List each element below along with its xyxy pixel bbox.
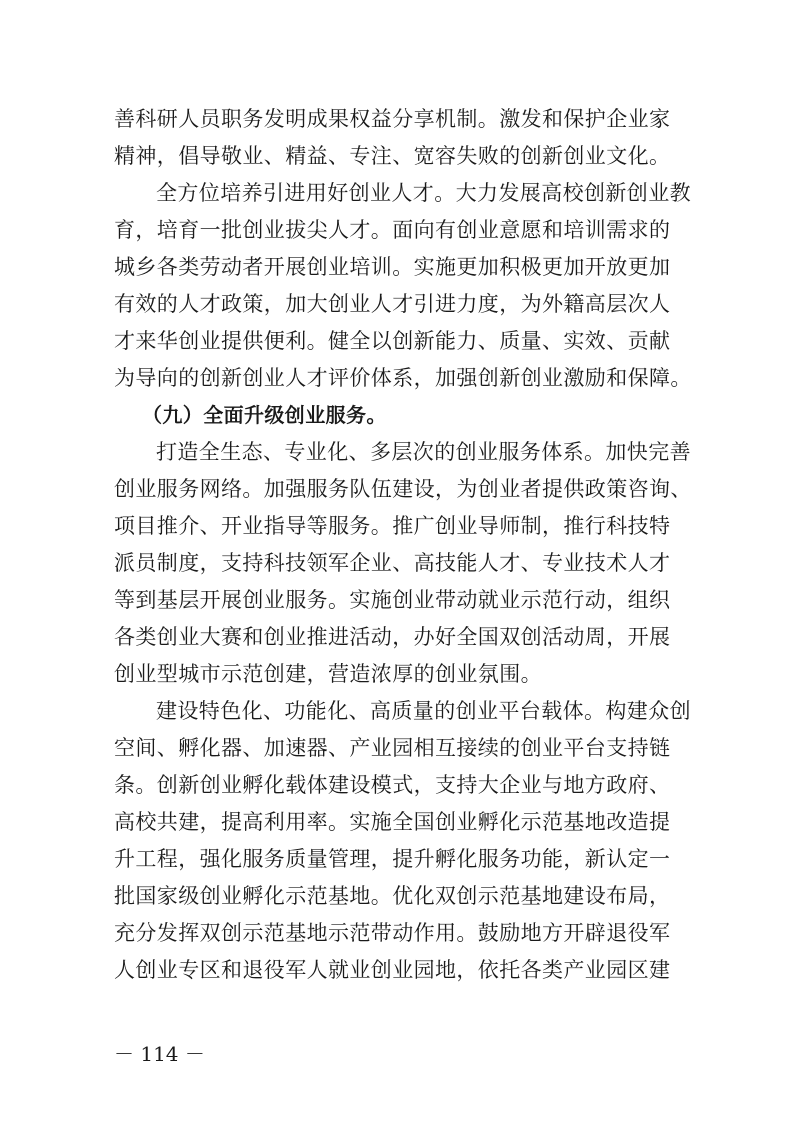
paragraph-line: 人创业专区和退役军人就业创业园地，依托各类产业园区建 (114, 958, 671, 982)
paragraph-line: 全方位培养引进用好创业人才。大力发展高校创新创业教 (156, 181, 691, 205)
paragraph-line: 善科研人员职务发明成果权益分享机制。激发和保护企业家 (114, 107, 671, 131)
paragraph-line: 项目推介、开业指导等服务。推广创业导师制，推行科技特 (114, 514, 671, 538)
paragraph-line: 空间、孵化器、加速器、产业园相互接续的创业平台支持链 (114, 736, 671, 760)
paragraph-line: 打造全生态、专业化、多层次的创业服务体系。加快完善 (156, 440, 691, 464)
paragraph-line: 创业型城市示范创建，营造浓厚的创业氛围。 (114, 662, 542, 686)
section-heading: （九）全面升级创业服务。 (142, 403, 387, 427)
paragraph-line: 派员制度，支持科技领军企业、高技能人才、专业技术人才 (114, 551, 671, 575)
paragraph-line: 各类创业大赛和创业推进活动，办好全国双创活动周，开展 (114, 625, 671, 649)
paragraph-line: 创业服务网络。加强服务队伍建设，为创业者提供政策咨询、 (114, 477, 692, 501)
document-body (114, 101, 692, 989)
paragraph-line: 建设特色化、功能化、高质量的创业平台载体。构建众创 (156, 699, 691, 723)
paragraph-line: 精神，倡导敬业、精益、专注、宽容失败的创新创业文化。 (114, 144, 671, 168)
paragraph-line: 条。创新创业孵化载体建设模式，支持大企业与地方政府、 (114, 773, 671, 797)
page-number: － 114 － (114, 1042, 205, 1066)
paragraph-line: 为导向的创新创业人才评价体系，加强创新创业激励和保障。 (114, 366, 692, 390)
paragraph-line: 城乡各类劳动者开展创业培训。实施更加积极更加开放更加 (114, 255, 671, 279)
paragraph-line: 育，培育一批创业拔尖人才。面向有创业意愿和培训需求的 (114, 218, 671, 242)
paragraph-line: 升工程，强化服务质量管理，提升孵化服务功能，新认定一 (114, 847, 671, 871)
paragraph-line: 高校共建，提高利用率。实施全国创业孵化示范基地改造提 (114, 810, 671, 834)
paragraph-line: 等到基层开展创业服务。实施创业带动就业示范行动，组织 (114, 588, 671, 612)
paragraph-line: 有效的人才政策，加大创业人才引进力度，为外籍高层次人 (114, 292, 671, 316)
paragraph-line: 充分发挥双创示范基地示范带动作用。鼓励地方开辟退役军 (114, 921, 671, 945)
paragraph-line: 才来华创业提供便利。健全以创新能力、质量、实效、贡献 (114, 329, 671, 353)
paragraph-line: 批国家级创业孵化示范基地。优化双创示范基地建设布局， (114, 884, 671, 908)
